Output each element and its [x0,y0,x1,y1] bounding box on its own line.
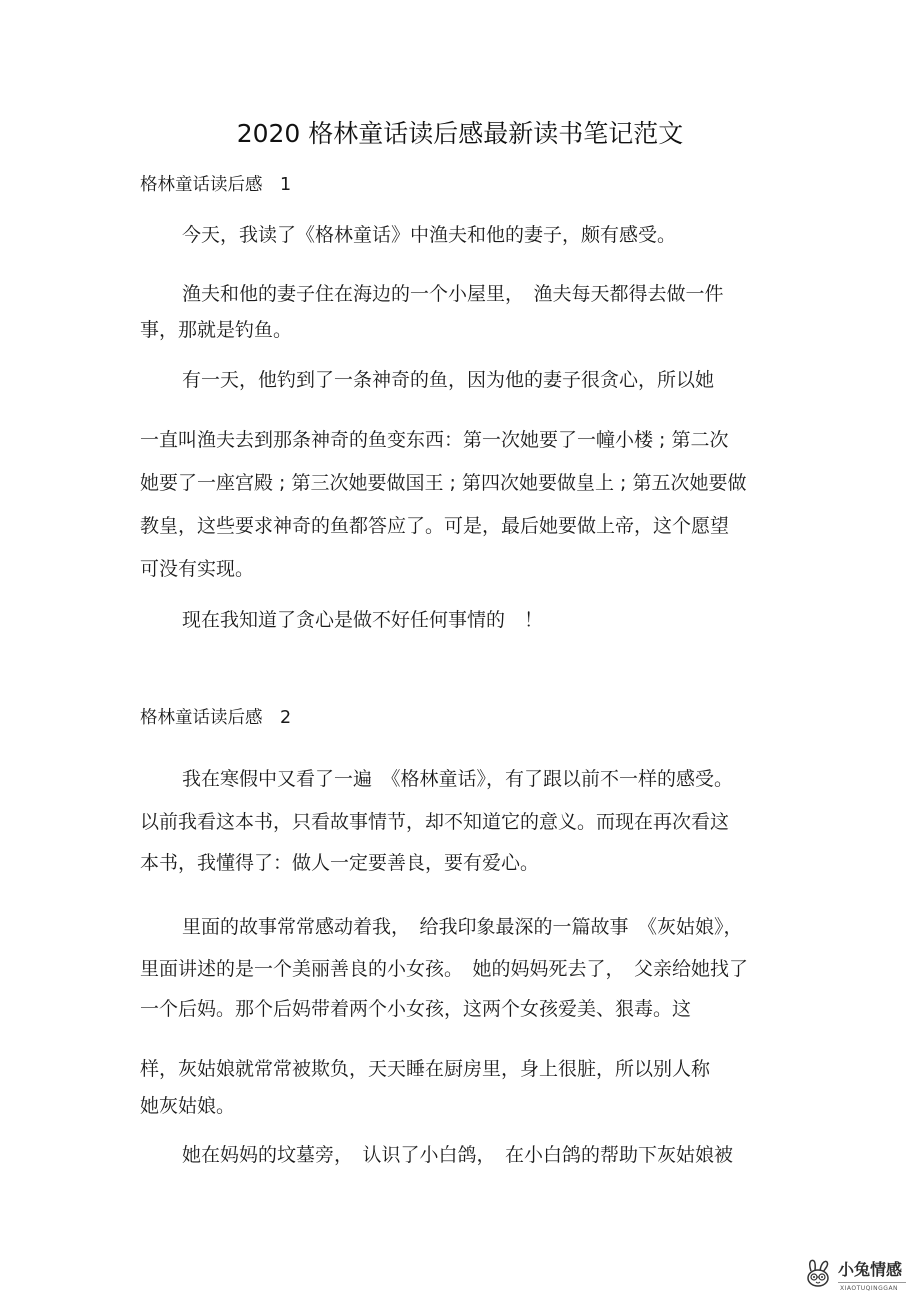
paragraph-line: 事，那就是钓鱼。 [140,319,293,341]
paragraph-line: 一直叫渔夫去到那条神奇的鱼变东西：第一次她要了一幢小楼 ; 第二次 [140,429,729,451]
paragraph-line: 里面讲述的是一个美丽善良的小女孩。 她的妈妈死去了， 父亲给她找了 [140,958,749,980]
paragraph-line: 她灰姑娘。 [140,1095,236,1117]
watermark-subtitle: XIAOTUQINGGAN [840,1285,899,1292]
paragraph-line: 有一天，他钓到了一条神奇的鱼，因为他的妻子很贪心，所以她 [182,369,715,391]
paragraph-line: 我在寒假中又看了一遍 《格林童话》，有了跟以前不一样的感受。 [182,768,734,790]
section-2-heading: 格林童话读后感 2 [140,708,292,728]
section-1-heading: 格林童话读后感 1 [140,175,292,195]
paragraph-line: 渔夫和他的妻子住在海边的一个小屋里， 渔夫每天都得去做一件 [182,283,724,305]
paragraph-line: 以前我看这本书，只看故事情节，却不知道它的意义。而现在再次看这 [140,811,730,833]
paragraph-line: 现在我知道了贪心是做不好任何事情的 ！ [182,609,544,631]
paragraph-line: 一个后妈。那个后妈带着两个小女孩，这两个女孩爱美、狠毒。这 [140,998,692,1020]
paragraph-line: 可没有实现。 [140,558,255,580]
paragraph-line: 她要了一座宫殿 ; 第三次她要做国王 ; 第四次她要做皇上 ; 第五次她要做 [140,472,747,494]
watermark-name: 小兔情感 [838,1260,903,1279]
paragraph-line: 她在妈妈的坟墓旁， 认识了小白鸽， 在小白鸽的帮助下灰姑娘被 [182,1144,734,1166]
paragraph-line: 教皇，这些要求神奇的鱼都答应了。可是，最后她要做上帝，这个愿望 [140,515,730,537]
paragraph-line: 样，灰姑娘就常常被欺负，天天睡在厨房里，身上很脏，所以别人称 [140,1058,711,1080]
document-title: 2020 格林童话读后感最新读书笔记范文 [236,119,684,148]
rabbit-logo-icon [802,1258,836,1290]
paragraph-line: 今天，我读了《格林童话》中渔夫和他的妻子，颇有感受。 [182,224,677,246]
watermark [802,1255,912,1295]
paragraph-line: 本书，我懂得了：做人一定要善良，要有爱心。 [140,852,540,874]
watermark-divider [838,1282,906,1283]
paragraph-line: 里面的故事常常感动着我， 给我印象最深的一篇故事 《灰姑娘》， [182,916,743,938]
